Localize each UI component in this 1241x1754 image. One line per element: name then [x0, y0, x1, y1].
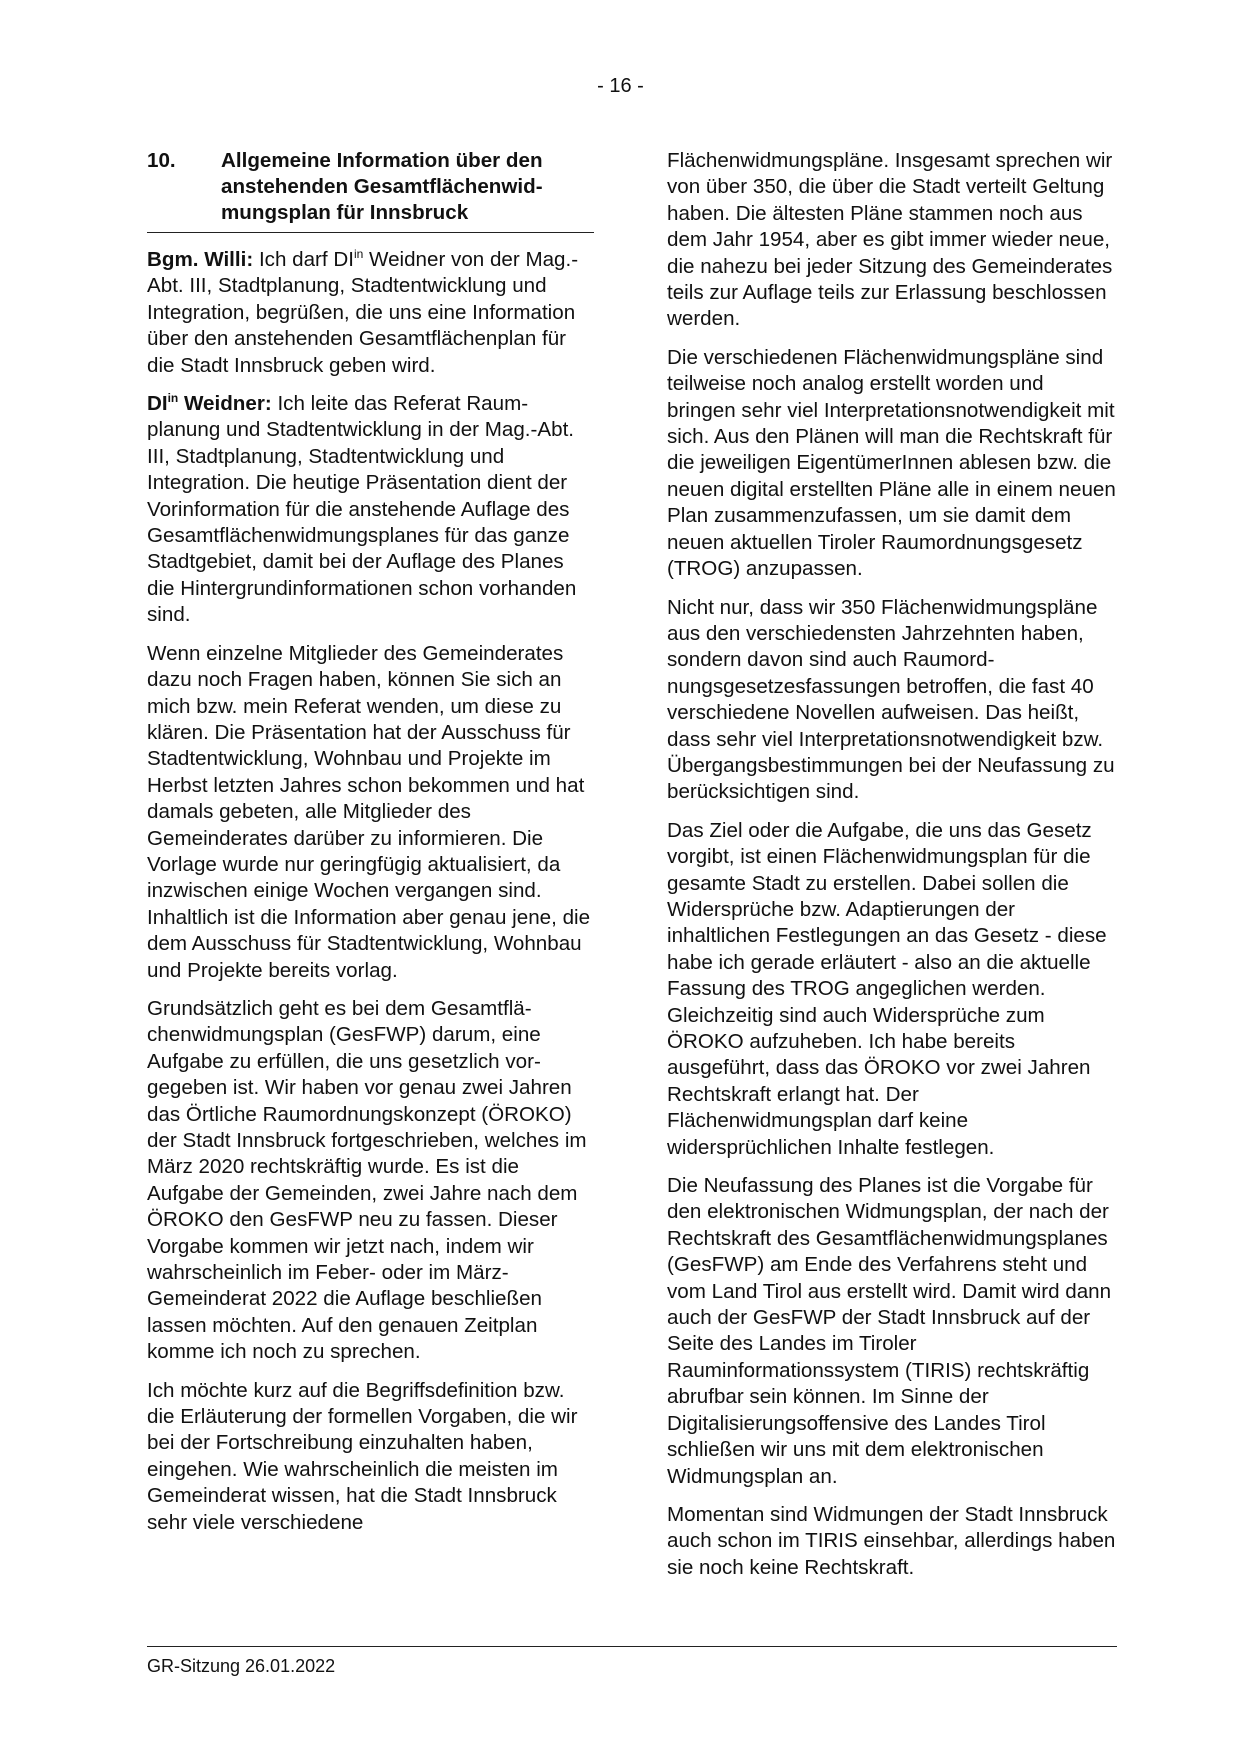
paragraph-text: Ich leite das Referat Raumplanung und Stadtentwicklung in der Mag.-Abt. III, Stadtplanung, Stadtentwicklung und Integration. Die heutige Präsentation dient der Vorinformation für die anstehende Auflage des Gesamtflächenwidmungsplanes für das ganze Stadtgebiet, damit bei der Auflage des Planes die Hintergrundinformationen schon vorhanden sind.: [147, 392, 577, 627]
paragraph: Wenn einzelne Mitglieder des Gemeinderates dazu noch Fragen haben, können Sie sich an mich bzw. mein Referat wenden, um diese zu klären. Die Präsentation hat der Ausschuss für Stadtentwicklung, Wohnbau und Projekte im Herbst letzten Jahres schon bekommen und hat damals gebeten, alle Mitglieder des Gemeinderates darüber zu informieren. Die Vorlage wurde nur geringfügig aktualisiert, da inzwischen einige Wochen vergangen sind. Inhaltlich ist die Information aber genau jene, die dem Ausschuss für Stadtentwicklung, Wohnbau und Projekte bereits vorlag.: [147, 641, 591, 982]
superscript: in: [167, 391, 179, 406]
paragraph: Die verschiedenen Flächenwidmungspläne sind teilweise noch analog erstellt worden und bringen sehr viel Interpretationsnotwendigkeit mit sich. Aus den Plänen will man die Rechtskraft für die jeweiligen EigentümerInnen ablesen bzw. die neuen digital erstellten Pläne alle in einem neuen Plan zusammenzufassen, um sie damit dem neuen aktuellen Tiroler Raumordnungsgesetz (TROG) anzupassen.: [667, 345, 1116, 581]
right-column: [667, 148, 1118, 1593]
section-heading: [147, 148, 594, 233]
page-number: - 16 -: [597, 75, 644, 97]
paragraph: Das Ziel oder die Aufgabe, die uns das Gesetz vorgibt, ist einen Flächenwidmungsplan für die gesamte Stadt zu erstellen. Dabei sollen die Widersprüche bzw. Adaptierungen der inhaltlichen Festlegungen an das Gesetz - diese habe ich gerade erläutert - also an die aktuelle Fassung des TROG angeglichen werden. Gleichzeitig sind auch Widersprüche zum ÖROKO aufzuheben. Ich habe bereits ausgeführt, dass das ÖROKO vor zwei Jahren Rechtskraft erlangt hat. Der Flächenwidmungsplan darf keine widersprüchlichen Inhalte festlegen.: [667, 818, 1107, 1159]
speaker-weidner: [147, 392, 272, 415]
footer-text: GR-Sitzung 26.01.2022: [147, 1656, 336, 1676]
left-column: [147, 148, 594, 1548]
speaker-prefix: DI: [147, 392, 168, 416]
paragraph-text: Weidner von der Mag.-Abt. III, Stadtplanung, Stadtentwicklung und Integration, begrüßen, die uns eine Information über den anstehenden Gesamtflächenplan für die Stadt Innsbruck geben wird.: [147, 248, 579, 377]
footer-divider: [147, 1646, 1117, 1647]
paragraph-willi: [147, 247, 594, 379]
section-number: 10.: [147, 149, 176, 172]
speaker-willi: Bgm. Willi:: [147, 248, 254, 271]
paragraph-text: Ich darf DI: [253, 248, 354, 271]
superscript: in: [353, 247, 364, 262]
paragraph: Flächenwidmungspläne. Insgesamt sprechen wir von über 350, die über die Stadt verteilt Geltung haben. Die ältesten Pläne stammen noch aus dem Jahr 1954, aber es gibt immer wieder neue, die nahezu bei jeder Sitzung des Gemeinderates teils zur Auflage teils zur Erlassung beschlossen werden.: [667, 149, 1113, 331]
paragraph: Nicht nur, dass wir 350 Flächenwidmungspläne aus den verschiedensten Jahrzehnten haben, sondern davon sind auch Raumordnungsgesetzesfassungen betroffen, die fast 40 verschiedene Novellen aufweisen. Das heißt, dass sehr viel Interpretationsnotwendigkeit bzw. Übergangsbestimmungen bei der Neufassung zu berücksichtigen sind.: [667, 595, 1115, 804]
paragraph: Ich möchte kurz auf die Begriffsdefinition bzw. die Erläuterung der formellen Vorgaben, die wir bei der Fortschreibung einzuhalten haben, eingehen. Wie wahrscheinlich die meisten im Gemeinderat wissen, hat die Stadt Innsbruck sehr viele verschiedene: [147, 1378, 578, 1534]
speaker-suffix: Weidner:: [178, 392, 272, 416]
section-title: Allgemeine Information über den anstehenden Gesamtflächenwidmungsplan für Innsbruck: [221, 149, 543, 224]
paragraph: Die Neufassung des Planes ist die Vorgabe für den elektronischen Widmungsplan, der nach der Rechtskraft des Gesamtflächenwidmungsplanes (GesFWP) am Ende des Verfahrens steht und vom Land Tirol aus erstellt wird. Damit wird dann auch der GesFWP der Stadt Innsbruck auf der Seite des Landes im Tiroler Rauminformationssystem (TIRIS) rechtskräftig abrufbar sein können. Im Sinne der Digitalisierungsoffensive des Landes Tirol schließen wir uns mit dem elektronischen Widmungsplan an.: [667, 1174, 1112, 1488]
paragraph-weidner: [147, 391, 594, 629]
paragraph: Momentan sind Widmungen der Stadt Innsbruck auch schon im TIRIS einsehbar, allerdings haben sie noch keine Rechtskraft.: [667, 1502, 1116, 1579]
paragraph: Grundsätzlich geht es bei dem Gesamtflächenwidmungsplan (GesFWP) darum, eine Aufgabe zu erfüllen, die uns gesetzlich vorgegeben ist. Wir haben vor genau zwei Jahren das Örtliche Raumordnungskonzept (ÖROKO) der Stadt Innsbruck fortgeschrieben, welches im März 2020 rechtskräftig wurde. Es ist die Aufgabe der Gemeinden, zwei Jahre nach dem ÖROKO den GesFWP neu zu fassen. Dieser Vorgabe kommen wir jetzt nach, indem wir wahrscheinlich im Feber- oder im März-Gemeinderat 2022 die Auflage beschließen lassen möchten. Auf den genauen Zeitplan komme ich noch zu sprechen.: [147, 996, 587, 1364]
